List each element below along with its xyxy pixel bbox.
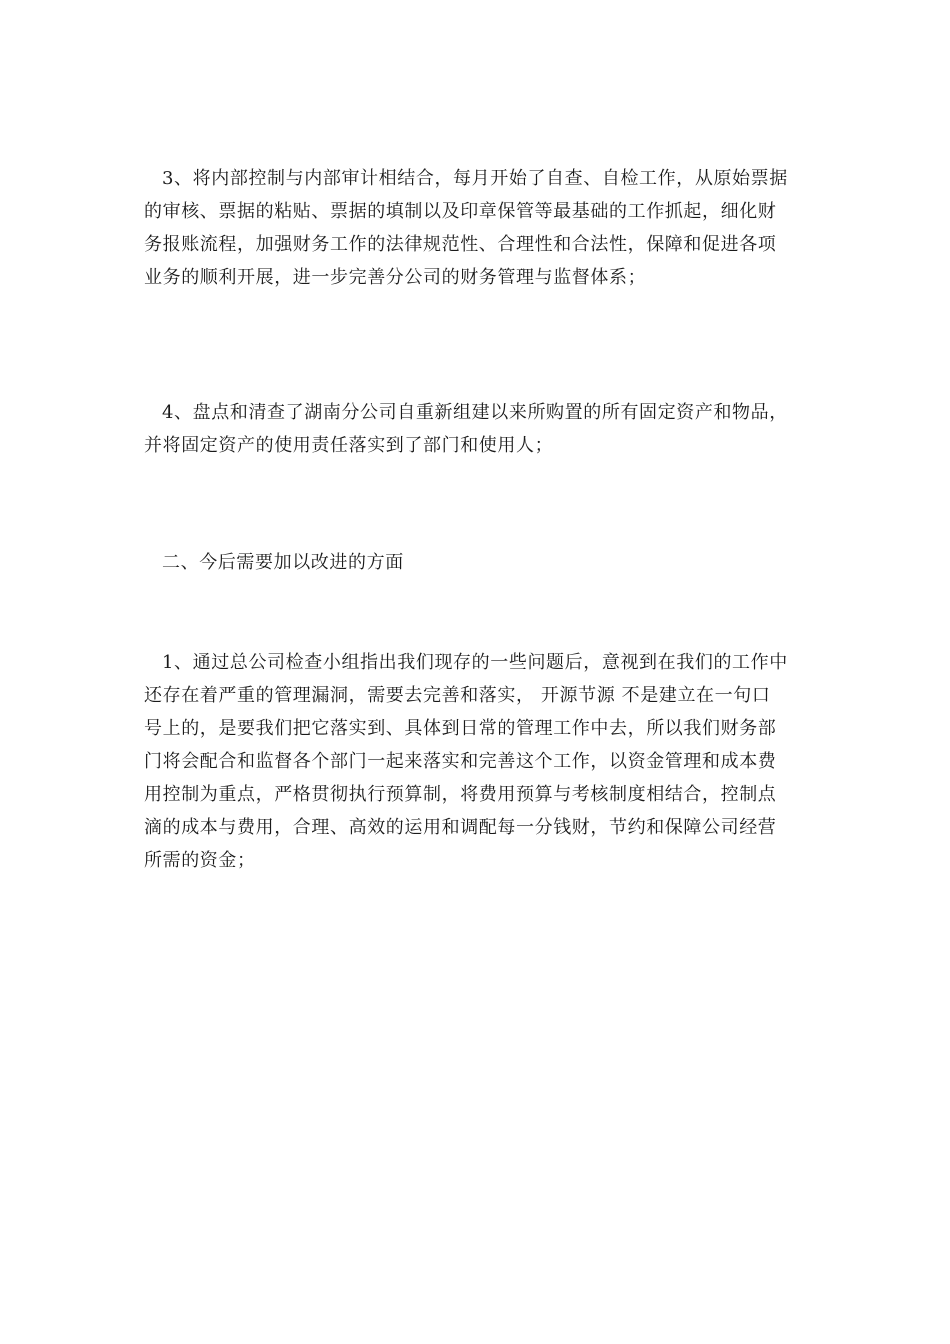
text-line: 用控制为重点，严格贯彻执行预算制，将费用预算与考核制度相结合，控制点 bbox=[144, 784, 777, 805]
text-line: 1、通过总公司检查小组指出我们现存的一些问题后，意视到在我们的工作中 bbox=[162, 652, 788, 673]
paragraph-item-4 bbox=[144, 396, 804, 462]
text-line: 门将会配合和监督各个部门一起来落实和完善这个工作，以资金管理和成本费 bbox=[144, 751, 777, 772]
text-line: 业务的顺利开展，进一步完善分公司的财务管理与监督体系； bbox=[144, 267, 647, 288]
paragraph-item-3 bbox=[144, 162, 804, 294]
text-line: 号上的，是要我们把它落实到、具体到日常的管理工作中去，所以我们财务部 bbox=[144, 718, 777, 739]
text-line: 的审核、票据的粘贴、票据的填制以及印章保管等最基础的工作抓起，细化财 bbox=[144, 201, 777, 222]
paragraph-item-1 bbox=[144, 646, 804, 877]
text-line: 滴的成本与费用，合理、高效的运用和调配每一分钱财，节约和保障公司经营 bbox=[144, 817, 777, 838]
text-line: 并将固定资产的使用责任落实到了部门和使用人； bbox=[144, 435, 554, 456]
text-line: 所需的资金； bbox=[144, 850, 256, 871]
text-line: 还存在着严重的管理漏洞，需要去完善和落实， 开源节源 不是建立在一句口 bbox=[144, 685, 771, 706]
section-heading-text: 二、今后需要加以改进的方面 bbox=[162, 552, 404, 573]
text-line: 务报账流程，加强财务工作的法律规范性、合理性和合法性，保障和促进各项 bbox=[144, 234, 777, 255]
section-heading bbox=[144, 546, 804, 579]
text-line: 3、将内部控制与内部审计相结合，每月开始了自查、自检工作，从原始票据 bbox=[162, 168, 788, 189]
text-line: 4、盘点和清查了湖南分公司自重新组建以来所购置的所有固定资产和物品， bbox=[162, 402, 788, 423]
